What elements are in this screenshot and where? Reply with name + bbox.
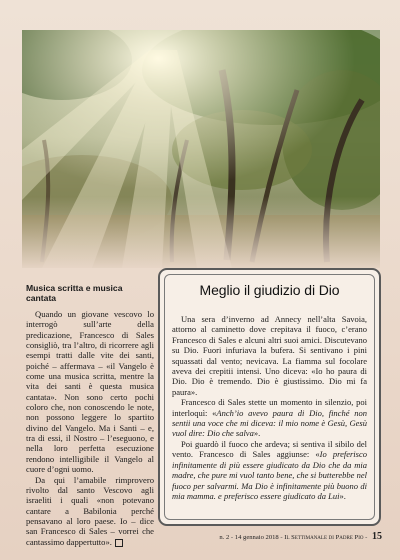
end-of-article-mark [115, 539, 123, 547]
boxed-article-body [172, 314, 367, 501]
boxed-article-paragraph: Una sera d’inverno ad Annecy nell’alta Savoia, attorno al caminetto dove crepitava il fuoco, c’erano Francesco di Sales e alcuni altri suoi amici. Discutevano su Dio. Fuori infuriava la bufera. Si sentivano i pini squassati dal vento; nevicava. La fiamma sul focolare aveva dei crepitii intensi. Uno diceva: «Io ho paura di Dio. Dio è tremendo. Dio è giustissimo. Dio mi fa paura». [172, 314, 367, 397]
boxed-article-paragraph: Poi guardò il fuoco che ardeva; si sentiva il sibilo del vento. Francesco di Sales aggiunse: «Io preferisco infinitamente di più essere giudicato da Dio che da mia madre, che pure mi vuol tanto bene, che si butterebbe nel fuoco per salvarmi. Ma Dio è infinitamente più buono di mia mamma. e preferisco essere giudicato da Lui». [172, 438, 367, 501]
page-number: 15 [372, 531, 382, 542]
left-article-paragraph: Quando un giovane vescovo lo interrogò sull’arte della predicazione, Francesco di Sales consigliò, tra l’altro, di ricorrere agli esempi tratti dalle vite dei santi, poiché – affermava – «il Vangelo è come una musica scritta, mentre la vita dei santi è questa musica cantata». Non sono certo pochi coloro che, non conoscendo le note, non possono leggere lo spartito divino del Vangelo. Ma i Santi – e, tra di essi, il Nostro – l’eseguono, e nella loro perfetta esecuzione rendono intelligibile il Vangelo al cuore d’ogni uomo. [26, 309, 154, 475]
boxed-article [158, 268, 381, 526]
page-footer: n. 2 - 14 gennaio 2018 - Il Settimanale di Padre Pio - 15 [219, 531, 382, 542]
boxed-article-title: Meglio il giudizio di Dio [199, 282, 340, 298]
left-article-paragraph: Da qui l’amabile rimprovero rivolto dal santo Vescovo agli israeliti i quali «non potevano cantare a Babilonia perché pensavano al loro paese. Io – dice san Francesco di Sales – vorrei che cantassimo dappertutto». [26, 474, 154, 547]
left-article-title: Musica scritta e musica cantata [26, 283, 123, 303]
left-article [26, 283, 154, 547]
boxed-article-paragraph: Francesco di Sales stette un momento in silenzio, poi interloquì: «Anch’io avevo paura di Dio, finché non sentii una voce che mi diceva: il mio nome è Gesù, Gesù vuol dire: Dio che salva». [172, 397, 367, 439]
forest-sunbeam-photo [22, 30, 380, 268]
publication-name: Il Settimanale di Padre Pio [284, 534, 364, 541]
issue-number: n. 2 [219, 534, 230, 541]
issue-date: 14 gennaio 2018 [234, 534, 279, 541]
